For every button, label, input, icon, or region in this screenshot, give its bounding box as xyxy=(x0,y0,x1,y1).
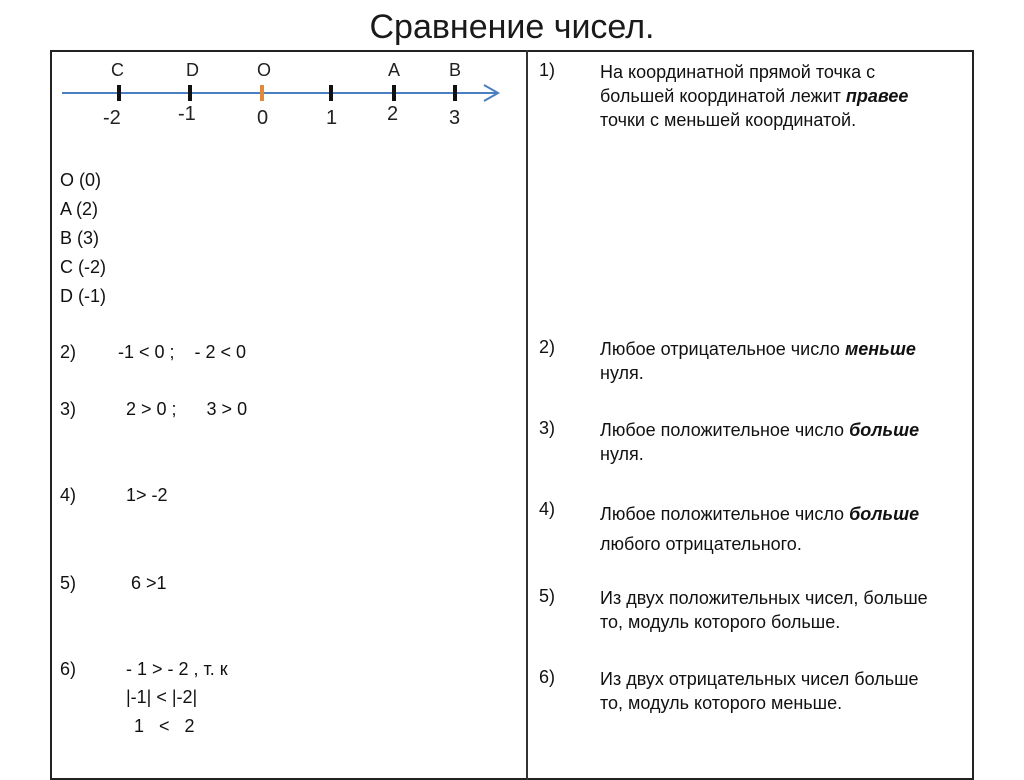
num-3: 3 xyxy=(449,107,461,129)
rule-3-line-2: нуля. xyxy=(600,444,644,464)
rule-1-text xyxy=(600,60,908,132)
item-2-text: -1 < 0 ; - 2 < 0 xyxy=(118,342,247,362)
item-5-number: 5) xyxy=(60,573,77,593)
item-4-text: 1> -2 xyxy=(126,485,168,505)
label-c: C xyxy=(111,60,124,80)
number-line xyxy=(58,55,508,135)
rule-5-number: 5) xyxy=(539,586,556,606)
rule-5-line-1: Из двух положительных чисел, больше xyxy=(600,588,928,608)
rule-5-line-2: то, модуль которого больше. xyxy=(600,612,841,632)
rule-5-text xyxy=(600,586,928,634)
item-4-number: 4) xyxy=(60,485,77,505)
label-b: B xyxy=(449,60,462,80)
rule-6-number: 6) xyxy=(539,667,556,687)
point-b: B (3) xyxy=(60,228,100,248)
rule-1-line-2: большей координатой лежит правее xyxy=(600,86,909,106)
item-2-number: 2) xyxy=(60,342,77,362)
rule-4-text xyxy=(600,499,919,559)
num-minus-1: -1 xyxy=(178,103,196,125)
rule-3-line-1: Любое положительное число больше xyxy=(600,420,920,440)
rule-6-text xyxy=(600,667,919,715)
point-c: C (-2) xyxy=(60,257,106,277)
num-minus-2: -2 xyxy=(103,107,121,129)
rule-4-line-1: Любое положительное число больше xyxy=(600,504,920,524)
rule-4-line-2: любого отрицательного. xyxy=(600,534,802,554)
item-5-text: 6 >1 xyxy=(131,573,167,593)
rule-3-text xyxy=(600,418,919,466)
page-title: Сравнение чисел. xyxy=(369,8,655,46)
label-d: D xyxy=(186,60,199,80)
rule-2-line-2: нуля. xyxy=(600,363,644,383)
point-d: D (-1) xyxy=(60,286,106,306)
rule-3-emphasis: больше xyxy=(849,420,920,440)
column-divider xyxy=(526,50,528,780)
item-6-line-2: |-1| < |-2| xyxy=(126,687,198,707)
label-a: A xyxy=(388,60,401,80)
rule-3-number: 3) xyxy=(539,418,556,438)
rule-4-emphasis: больше xyxy=(849,504,920,524)
point-o: O (0) xyxy=(60,170,102,190)
rule-6-line-2: то, модуль которого меньше. xyxy=(600,693,843,713)
rule-2-emphasis: меньше xyxy=(844,339,916,359)
item-6-line-1: - 1 > - 2 , т. к xyxy=(126,659,228,679)
rule-2-number: 2) xyxy=(539,337,556,357)
num-1: 1 xyxy=(326,107,338,129)
label-o: O xyxy=(257,60,272,80)
rule-1-line-3: точки с меньшей координатой. xyxy=(600,110,857,130)
point-a: A (2) xyxy=(60,199,99,219)
rule-1-emphasis: правее xyxy=(845,86,909,106)
rule-2-text xyxy=(600,337,916,385)
num-2: 2 xyxy=(387,103,399,125)
item-3-text: 2 > 0 ; 3 > 0 xyxy=(126,399,248,419)
item-6-number: 6) xyxy=(60,659,77,679)
rule-1-number: 1) xyxy=(539,60,556,80)
num-0: 0 xyxy=(257,107,269,129)
item-6-line-3: 1 < 2 xyxy=(134,716,195,736)
rule-4-number: 4) xyxy=(539,499,556,519)
rule-1-line-1: На координатной прямой точка с xyxy=(600,62,876,82)
rule-6-line-1: Из двух отрицательных чисел больше xyxy=(600,669,919,689)
item-3-number: 3) xyxy=(60,399,77,419)
rule-2-line-1: Любое отрицательное число меньше xyxy=(600,339,916,359)
